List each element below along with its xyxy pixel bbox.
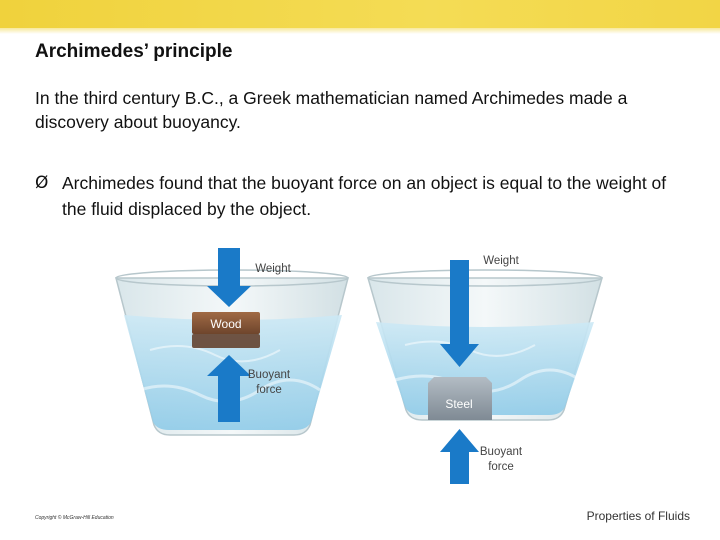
right-weight-label: Weight	[483, 255, 519, 267]
buoyancy-illustration	[110, 240, 630, 490]
beakers-drawing	[110, 240, 630, 490]
copyright-notice: Copyright © McGraw-Hill Education	[35, 515, 114, 521]
top-banner	[0, 0, 720, 28]
intro-text: In the third century B.C., a Greek mathematician named Archimedes made a discovery about buoyancy.	[35, 88, 628, 132]
bullet-text: Archimedes found that the buoyant force on an object is equal to the weight of the fluid displaced by the object.	[62, 173, 667, 219]
bullet-arrow-icon: Ø	[35, 173, 49, 193]
buoyant-force-arrow-icon	[440, 429, 479, 484]
steel-label: Steel	[445, 397, 473, 411]
left-buoyant-label: Buoyant force	[247, 369, 291, 396]
wood-label: Wood	[210, 317, 242, 331]
slide-title: Archimedes’ principle	[35, 41, 233, 62]
bullet-item	[35, 170, 695, 222]
footer-text: Properties of Fluids	[586, 509, 690, 523]
left-weight-label: Weight	[255, 263, 291, 275]
right-buoyant-label: Buoyant force	[479, 446, 523, 473]
